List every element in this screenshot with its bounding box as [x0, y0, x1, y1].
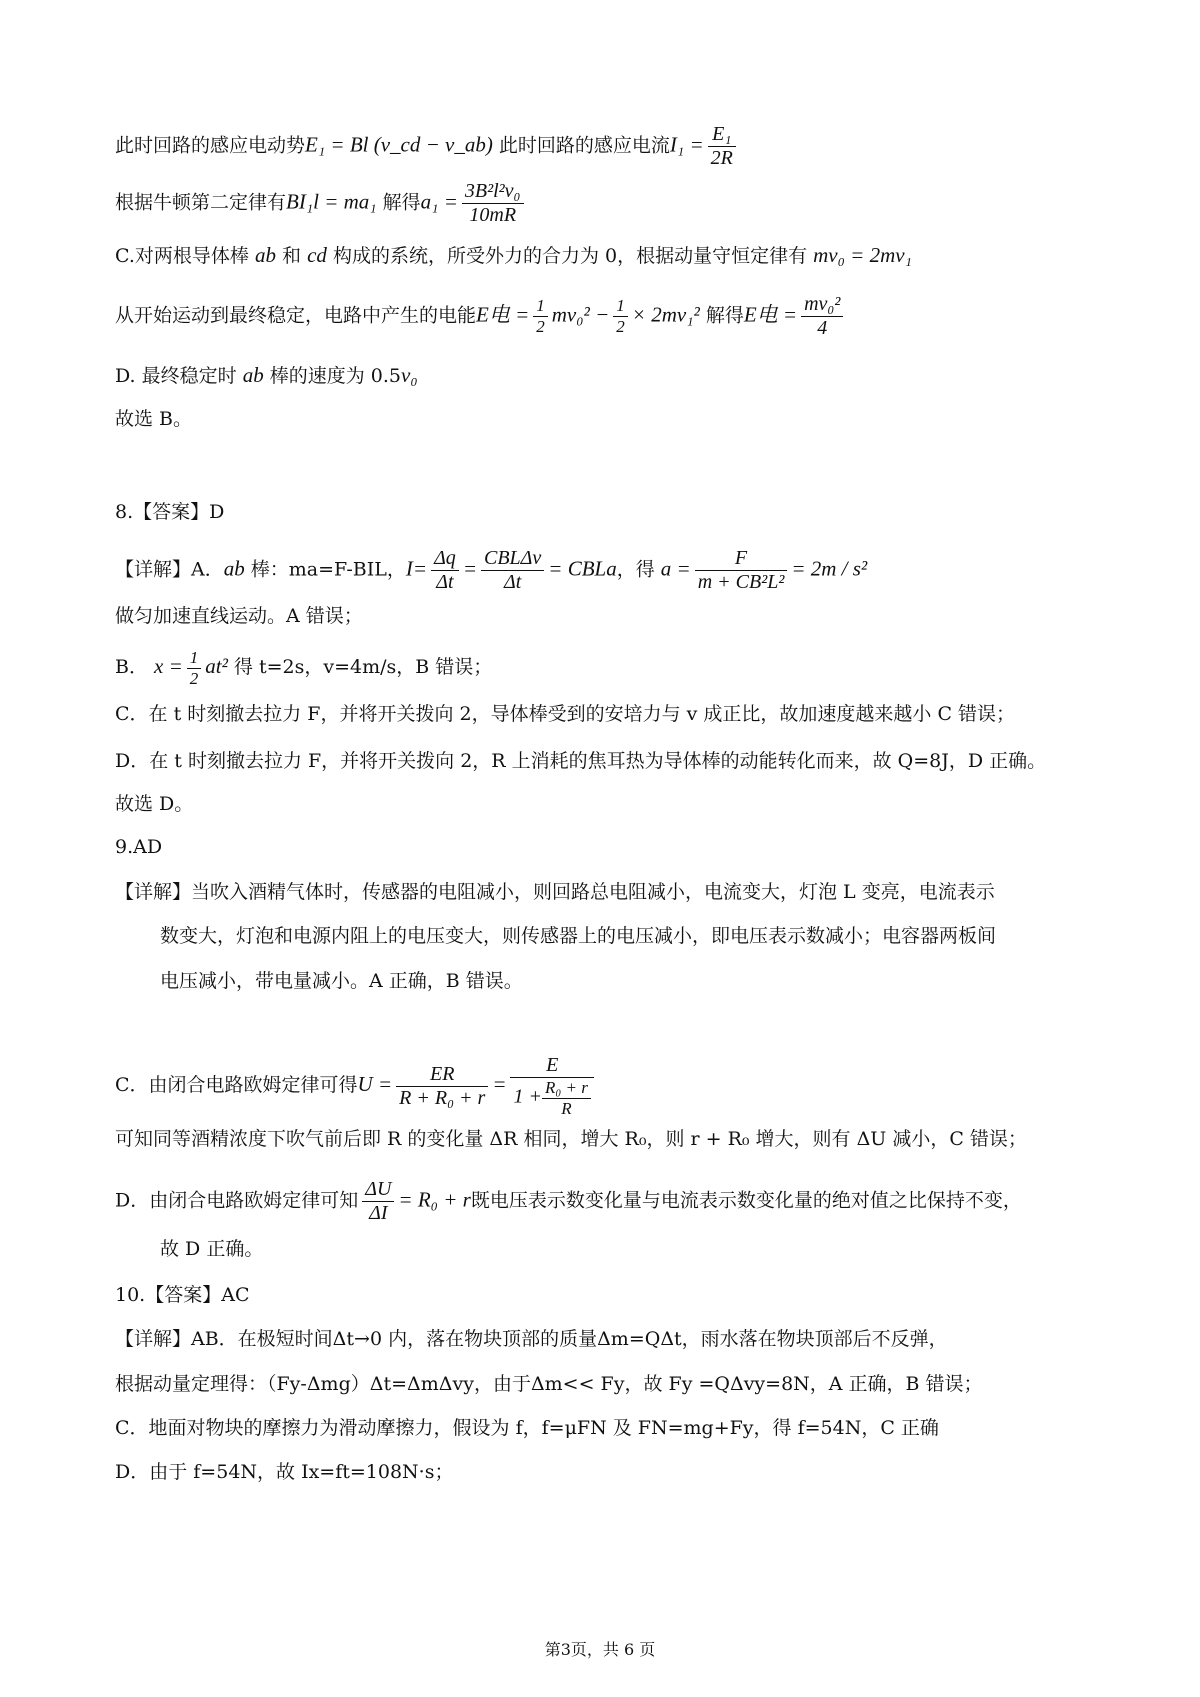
fraction: $\frac{\Delta U}{\Delta I}$ [362, 1178, 394, 1225]
formula: U = [357, 1072, 393, 1097]
text: 电压减小，带电量减小。A 正确，B 错误。 [160, 970, 523, 992]
text: 棒：ma=F-BIL， [250, 558, 406, 581]
formula: = CBLa [548, 556, 617, 581]
formula: = R₀ + r [398, 1187, 471, 1212]
formula: = 2m / s² [791, 556, 868, 581]
answer-heading [115, 497, 1100, 527]
formula: mv₀ = 2mv₁ [813, 243, 912, 267]
formula: ab [254, 243, 276, 267]
text: 解得 [382, 191, 421, 214]
text: 解得 [705, 304, 744, 327]
text-line [115, 746, 1100, 776]
text: 既电压表示数变化量与电流表示数变化量的绝对值之比保持不变， [470, 1189, 1022, 1212]
text-line [115, 1054, 1100, 1118]
text: 故选 D。 [115, 793, 194, 815]
text: 和 [282, 245, 302, 267]
text: 得 t=2s，v=4m/s，B 错误； [233, 656, 493, 679]
formula: ab [242, 363, 264, 387]
text: 此时回路的感应电流 [498, 134, 670, 157]
text: 数变大，灯泡和电源内阻上的电压变大，则传感器上的电压减小，即电压表示数减小；电容器两板间 [160, 925, 997, 947]
text-line [115, 877, 1100, 907]
fraction: $\frac{\text{E₁}}{2R}$ [708, 123, 736, 170]
formula: cd [307, 243, 327, 267]
formula: × 2mv₁² [631, 302, 700, 327]
text-line [115, 1413, 1100, 1443]
text-line [115, 1457, 1100, 1487]
text: 故选 B。 [115, 408, 193, 430]
text-line [115, 180, 1100, 227]
formula: x = [154, 654, 183, 679]
formula: I₁ = [669, 132, 704, 157]
text-line [115, 123, 1100, 170]
text: 构成的系统，所受外力的合力为 0，根据动量守恒定律有 [332, 245, 808, 267]
text-line [115, 1178, 1100, 1225]
text: 此时回路的感应电动势 [115, 134, 306, 157]
text-line [115, 1369, 1100, 1399]
text-line [115, 547, 1100, 594]
text: 从开始运动到最终稳定，电路中产生的电能 [115, 304, 477, 327]
formula: E₁ = Bl (v_cd − v_ab) [305, 132, 493, 157]
formula: = [462, 556, 477, 581]
fraction: E 1 + $\frac{\text{R₀ + r}}{R}$ [510, 1054, 593, 1118]
fraction: $\frac{1}{2}$ [613, 296, 628, 336]
text: 做匀加速直线运动。A 错误； [115, 605, 363, 627]
text-line [115, 789, 1100, 819]
text: 9.AD [115, 836, 163, 858]
text-line [115, 699, 1100, 729]
fraction: $\frac{\Delta q}{\Delta t}$ [431, 547, 459, 594]
text: D．由闭合电路欧姆定律可知 [115, 1189, 359, 1212]
formula: ab [223, 556, 245, 581]
text-line [115, 360, 1100, 391]
formula: E电 = [476, 302, 530, 327]
formula: v₀ [401, 363, 418, 387]
text: B． [115, 656, 148, 679]
text-line [115, 293, 1100, 340]
fraction: $\frac{\text{mv₀²}}{4}$ [801, 293, 843, 340]
formula: I= [405, 556, 428, 581]
fraction: $\frac{\text{3B²l²v₀}}{10mR}$ [462, 180, 524, 227]
text-line [160, 966, 1100, 996]
text-line [160, 1234, 1100, 1264]
formula: = [492, 1072, 507, 1097]
text: ，得 [616, 558, 655, 581]
fraction: $\frac{F}{\text{m + CB²L²}}$ [695, 547, 788, 594]
fraction: $\frac{\text{CBLΔv}}{\Delta t}$ [481, 547, 544, 594]
formula: E电 = [743, 302, 798, 327]
text-line [115, 1324, 1100, 1354]
text: 10.【答案】AC [115, 1284, 250, 1306]
text-line [115, 648, 1100, 688]
text-line [115, 240, 1100, 271]
text: D. 最终稳定时 [115, 365, 237, 387]
text: C．地面对物块的摩擦力为滑动摩擦力，假设为 f，f=μFN 及 FN=mg+Fy，得 f=54N，C 正确 [115, 1417, 939, 1439]
text: 8.【答案】D [115, 501, 225, 523]
fraction: $\frac{ER}{\text{R + R₀ + r}}$ [396, 1063, 488, 1110]
text: 【详解】AB．在极短时间Δt→0 内，落在物块顶部的质量Δm=QΔt，雨水落在物块顶部后不反弹， [115, 1328, 948, 1350]
fraction: $\frac{1}{2}$ [187, 648, 202, 688]
answer-heading [115, 1280, 1100, 1310]
text: 根据牛顿第二定律有 [115, 191, 287, 214]
page-footer: 第3页，共 6 页 [544, 1640, 656, 1659]
text: 棒的速度为 0.5 [269, 365, 401, 387]
text: D．在 t 时刻撤去拉力 F，并将开关拨向 2，R 上消耗的焦耳热为导体棒的动能转化而来，故 Q=8J，D 正确。 [115, 750, 1047, 772]
text: C.对两根导体棒 [115, 245, 249, 267]
formula: at² [205, 654, 228, 679]
text-line [115, 601, 1100, 631]
text: 故 D 正确。 [160, 1238, 264, 1260]
text-line [160, 921, 1100, 951]
text: C．在 t 时刻撤去拉力 F，并将开关拨向 2，导体棒受到的安培力与 v 成正比，故加速度越来越小 C 错误； [115, 703, 1016, 725]
text-line [115, 404, 1100, 434]
formula: a = [660, 556, 691, 581]
formula: a₁ = [420, 189, 458, 214]
text: 【详解】A． [115, 558, 224, 581]
answer-heading [115, 832, 1100, 862]
fraction: $\frac{1}{2}$ [533, 296, 548, 336]
formula: mv₀² − [551, 302, 610, 327]
text-line [115, 1124, 1100, 1154]
text: D．由于 f=54N，故 Ix=ft=108N·s； [115, 1461, 454, 1483]
text: 根据动量定理得：（Fy-Δmg）Δt=ΔmΔvy，由于Δm<< Fy，故 Fy =QΔvy=8N，A 正确，B 错误； [115, 1373, 983, 1395]
formula: BI₁l = ma₁ [286, 189, 377, 214]
text: 【详解】当吹入酒精气体时，传感器的电阻减小，则回路总电阻减小，电流变大，灯泡 L 变亮，电流表示 [115, 881, 995, 903]
text: 可知同等酒精浓度下吹气前后即 R 的变化量 ΔR 相同，增大 R₀，则 r + R₀ 增大，则有 ΔU 减小，C 错误； [115, 1128, 1027, 1150]
text: C．由闭合电路欧姆定律可得 [115, 1074, 358, 1097]
